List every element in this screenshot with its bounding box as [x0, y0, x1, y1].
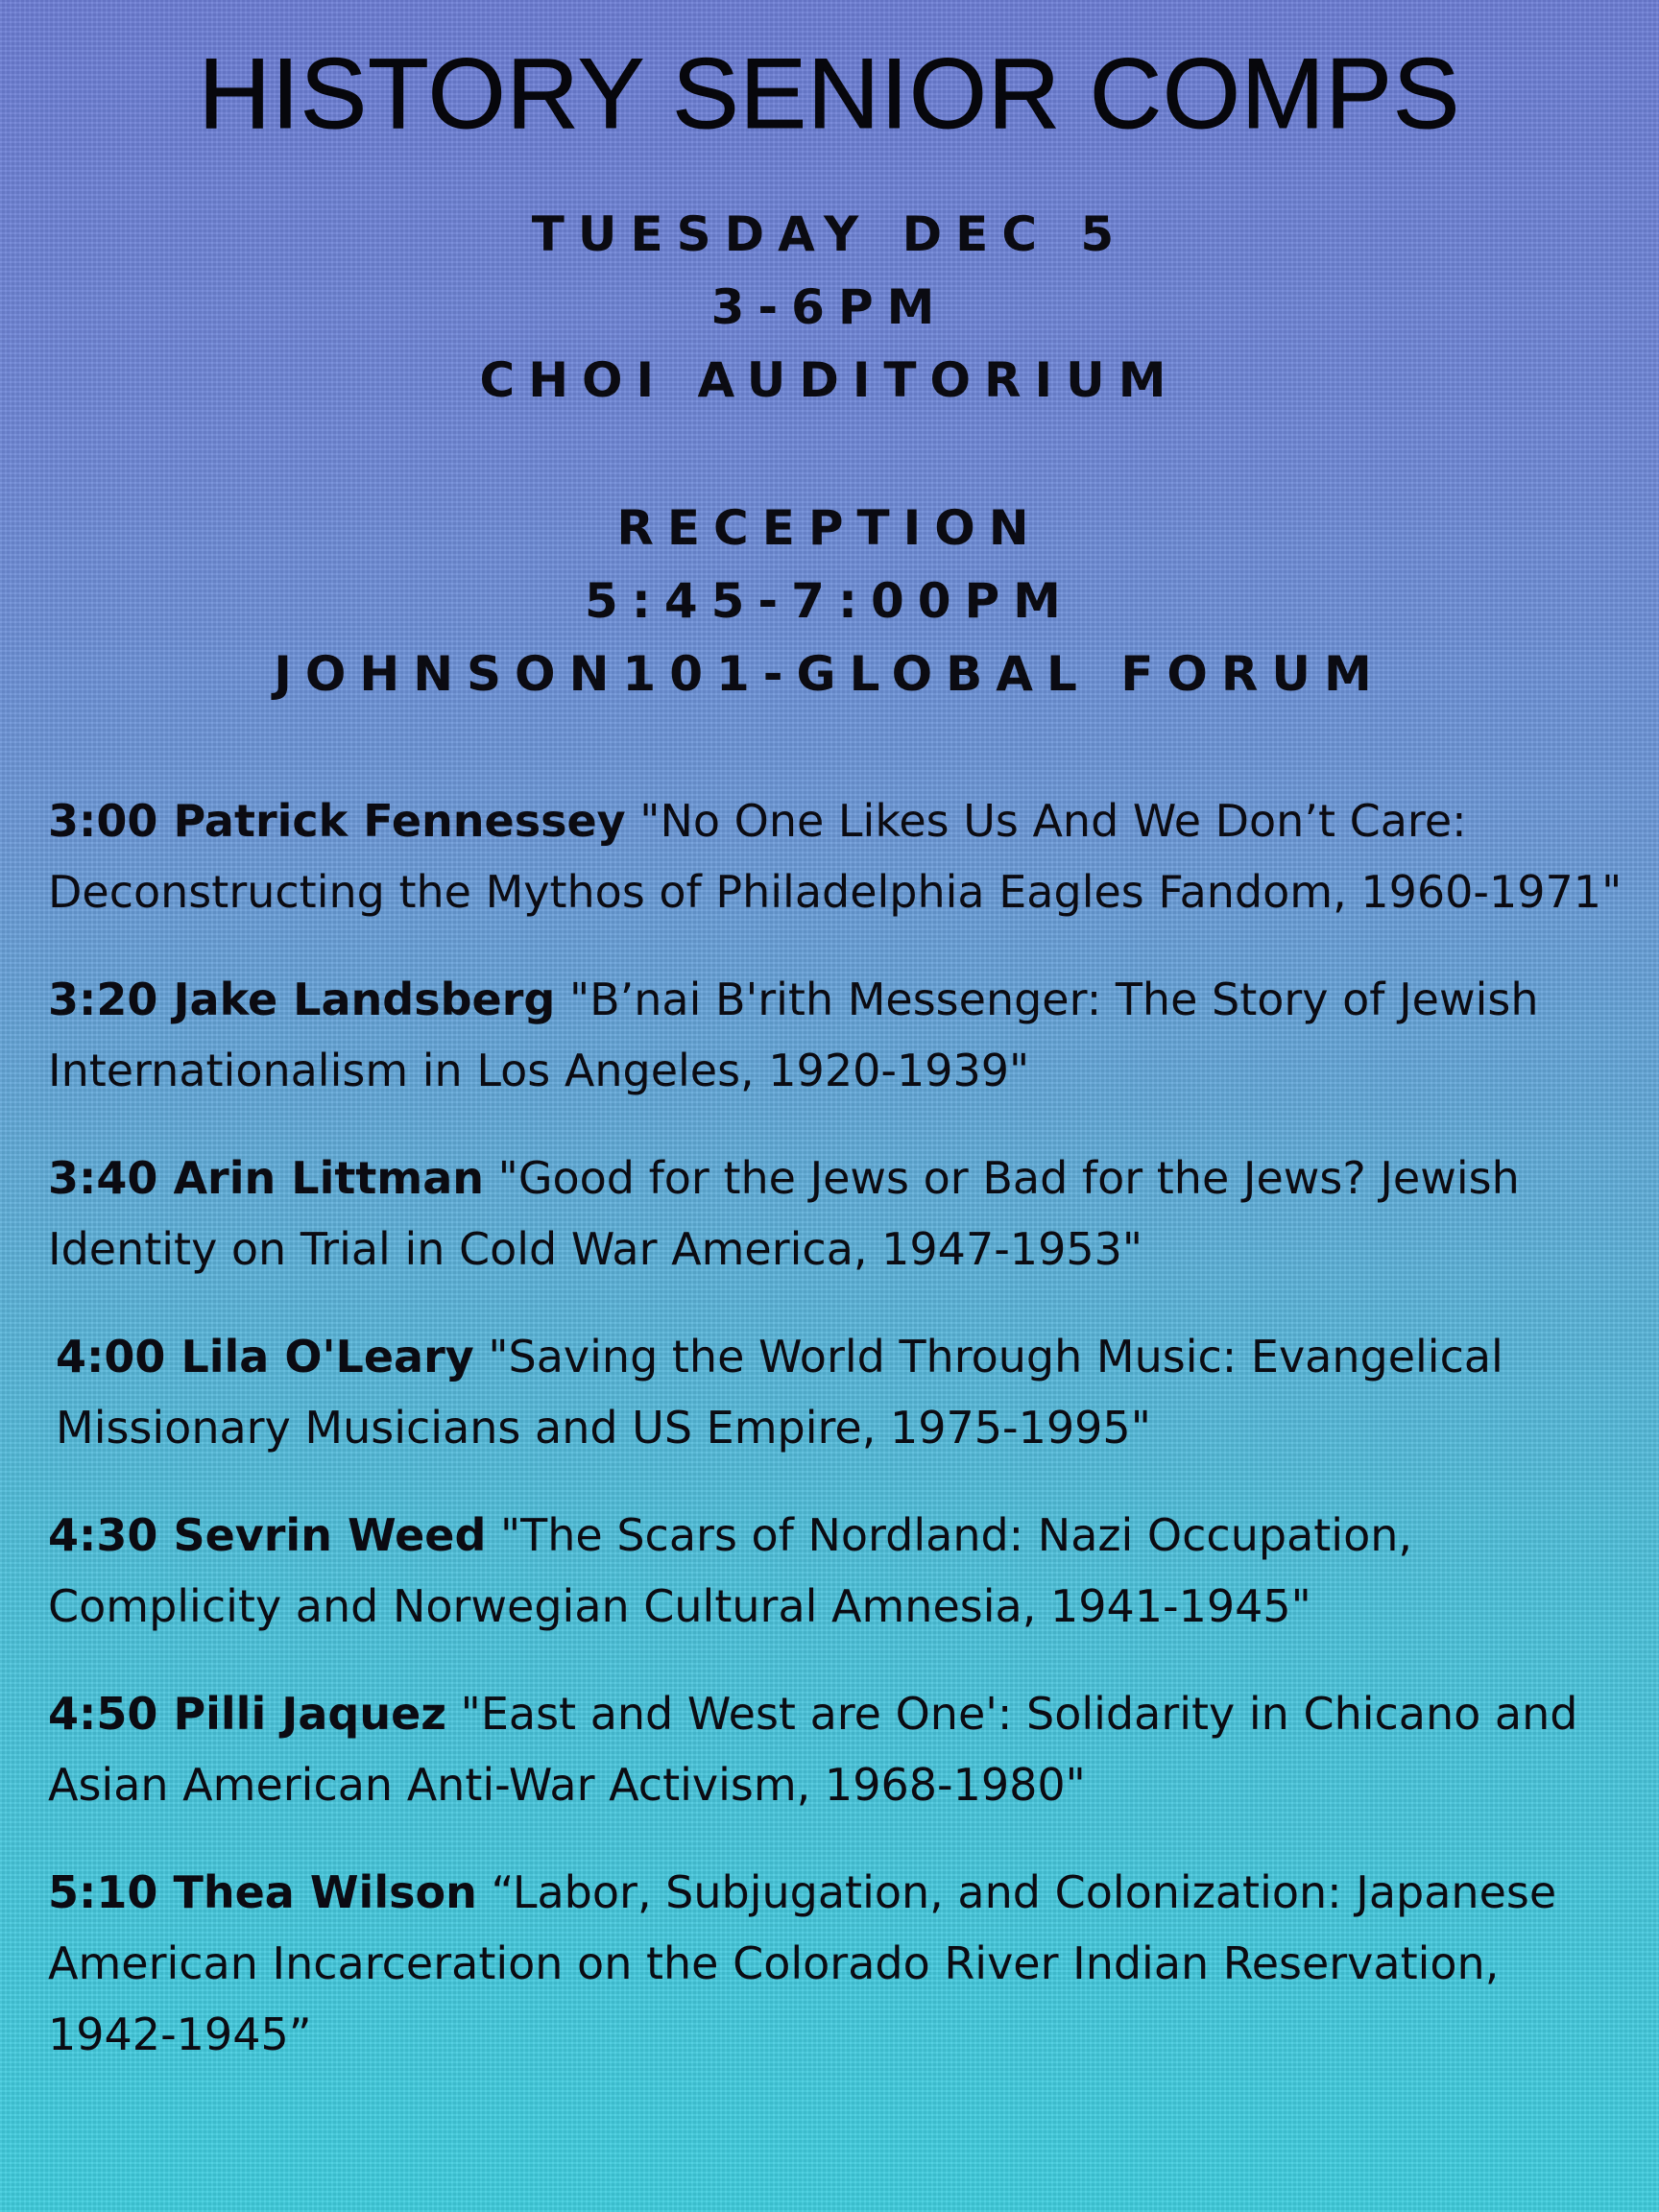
reception-location: JOHNSON101-GLOBAL FORUM: [274, 646, 1385, 702]
presentation-title: "No One Likes Us And We Don’t Care: Deconstructing the Mythos of Philadelphia Eagles Fandom, 1960-1971": [48, 795, 1623, 918]
schedule-item: [48, 1142, 1623, 1285]
presentation-title: “Labor, Subjugation, and Colonization: Japanese American Incarceration on the Colorado River Indian Reservation, 1942-1945”: [48, 1866, 1557, 2060]
presentation-title: "B’nai B'rith Messenger: The Story of Jewish Internationalism in Los Angeles, 1920-1939": [48, 974, 1539, 1096]
schedule-item: [56, 1321, 1623, 1463]
presenter-name: Pilli Jaquez: [173, 1688, 447, 1740]
schedule-time: 3:20: [48, 974, 158, 1025]
schedule-time: 4:00: [56, 1331, 166, 1382]
presenter-name: Patrick Fennessey: [173, 795, 626, 847]
presenter-name: Arin Littman: [173, 1152, 485, 1204]
presenter-name: Lila O'Leary: [180, 1331, 474, 1382]
event-location: CHOI AUDITORIUM: [479, 352, 1180, 408]
presenter-name: Jake Landsberg: [173, 974, 556, 1025]
presentation-title: "Saving the World Through Music: Evangelical Missionary Musicians and US Empire, 1975-1995": [56, 1331, 1503, 1454]
schedule-item: [48, 964, 1623, 1106]
schedule-time: 3:00: [48, 795, 158, 847]
schedule-item: [48, 1857, 1623, 2070]
presentation-schedule: [48, 785, 1623, 2106]
presenter-name: Sevrin Weed: [173, 1509, 487, 1561]
event-time: 3-6PM: [710, 279, 949, 335]
presentation-title: "Good for the Jews or Bad for the Jews? Jewish Identity on Trial in Cold War America, 1947-1953": [48, 1152, 1520, 1275]
schedule-time: 5:10: [48, 1866, 158, 1918]
schedule-item: [48, 785, 1623, 927]
schedule-item: [48, 1678, 1623, 1820]
schedule-time: 4:50: [48, 1688, 158, 1740]
event-day: TUESDAY DEC 5: [531, 206, 1128, 262]
reception-label: RECEPTION: [616, 500, 1043, 556]
schedule-time: 3:40: [48, 1152, 158, 1204]
poster-title: HISTORY SENIOR COMPS: [198, 38, 1461, 150]
presentation-title: "East and West are One': Solidarity in Chicano and Asian American Anti-War Activism, 1968-1980": [48, 1688, 1578, 1811]
presenter-name: Thea Wilson: [173, 1866, 477, 1918]
presentation-title: "The Scars of Nordland: Nazi Occupation, Complicity and Norwegian Cultural Amnesia, 1941-1945": [48, 1509, 1413, 1632]
reception-time: 5:45-7:00PM: [585, 573, 1074, 629]
schedule-time: 4:30: [48, 1509, 158, 1561]
schedule-item: [48, 1500, 1623, 1642]
